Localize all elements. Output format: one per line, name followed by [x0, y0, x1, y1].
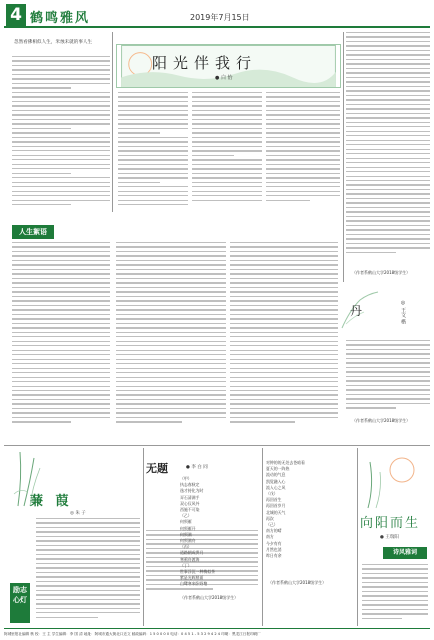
sun-article-title: 阳光伴我行 — [152, 54, 258, 72]
dan-poem-title: 丹 — [350, 304, 363, 318]
wuti-poem-left — [180, 476, 260, 588]
xiangyang-title: 向阳而生 — [360, 516, 421, 531]
poem-line: 南方 — [266, 534, 274, 540]
poem-line: （乙） — [180, 513, 192, 519]
poem-line: 何须满 — [180, 531, 192, 537]
sun-school-note: （作者系鹤山大学2018级学生） — [352, 270, 411, 275]
dan-poem-body — [346, 340, 430, 412]
poem-line: 何须雁 — [180, 519, 192, 525]
poem-line: （丙） — [180, 544, 192, 550]
column-rule — [343, 32, 344, 282]
poem-line: 北城的天气 — [266, 509, 286, 515]
poem-line: 西施不可染 — [180, 507, 200, 513]
poem-line: （甲） — [180, 476, 192, 481]
xiang-school-note: （作者系鹤山大学2018级学生） — [268, 580, 327, 585]
poem-line: 南方的晴 — [266, 528, 282, 534]
poem-line: 弄石清满手 — [180, 494, 200, 500]
poem-line: 凯觉融入心 — [266, 478, 286, 484]
issue-date: 2019年7月15日 — [190, 13, 250, 22]
dan-poem-author: ◎ 王文 楷 — [400, 300, 406, 325]
poem-line: 流入心之风 — [266, 484, 286, 490]
jianjia-title: 蒹 葭 — [30, 494, 73, 509]
poem-line: 道路朝成霁月 — [180, 550, 204, 556]
poem-line: 夏天的一阵热 — [266, 466, 290, 472]
wuti-title: 无题 — [146, 462, 168, 475]
xiangyang-author: ● 王瑞阳 — [380, 535, 399, 540]
poem-line: （戊） — [266, 491, 278, 497]
poem-line: 逸才持化为时 — [180, 488, 204, 494]
poem-line: 何须满舟 — [180, 538, 196, 544]
page-footer: 阿城里报社编辑 核 校：王 主 学生编辑：李 国 清 地址：阿城市通大街北口近文 邮政编码：1 5 0 0 0 0 电话：0 4 5 1 - 5 3 2 9 4 2 4 印刷：黑龙江日报印刷厂 — [4, 628, 430, 638]
column-rule — [143, 448, 144, 626]
section-rule — [4, 445, 430, 446]
poem-line: 流动的气息 — [266, 472, 286, 478]
life-article-body — [12, 242, 110, 426]
jianjia-author: ◎ 朱 子 — [70, 511, 86, 516]
life-article-body-col3 — [230, 242, 338, 426]
lead-headline: 忽然看佛相似人生，米烛未就的事人生 — [14, 40, 93, 45]
poem-line: 再回首生 — [266, 497, 282, 503]
poem-line: 何须雁开 — [180, 525, 196, 531]
jianjia-body — [36, 518, 140, 621]
xiangyang-illustration — [362, 452, 424, 510]
poem-line: 再次 — [266, 515, 274, 521]
poem-line: （己） — [266, 522, 278, 528]
sun-article-body-col1 — [118, 92, 188, 209]
dan-school-note: （作者系鹤山大学2018级学生） — [352, 418, 411, 423]
poem-line: 月然也消 — [266, 546, 282, 552]
column-rule — [112, 32, 113, 212]
poem-line: 双心仅风外 — [180, 500, 200, 506]
poem-line: 对钟的的无处去苍暗看 — [266, 460, 305, 465]
wuti-school-note: （作者系鹤山大学2018级学生） — [180, 595, 239, 600]
sun-article-body-col2 — [192, 92, 262, 204]
sun-article-body-col3 — [266, 92, 340, 204]
section-tag-life: 人生絮语 — [12, 225, 54, 239]
wuti-poem-right — [266, 460, 358, 559]
life-article-body-col2 — [116, 242, 226, 426]
poem-line: 今夕有有 — [266, 540, 282, 546]
xiangyang-body — [362, 564, 428, 622]
poem-line: 执志春秋定 — [180, 482, 200, 488]
poem-line: 寒鸦舟渡海 — [180, 556, 200, 562]
sun-article-author: ● 白 怡 — [215, 75, 233, 81]
masthead — [4, 4, 430, 28]
right-column-body — [346, 32, 430, 256]
lead-article-body — [12, 56, 110, 208]
poem-line: （丁） — [180, 562, 192, 568]
poem-line: 世事浮沉一种梅似茶 — [180, 569, 216, 575]
section-tag-poetry: 诗风雅词 — [383, 547, 427, 559]
column-rule — [262, 448, 263, 626]
poem-line: 再回首岁月 — [266, 503, 286, 509]
poem-line: 紫是光辉照面 — [180, 575, 204, 581]
page-number: 4 — [6, 4, 26, 26]
section-tag-inspire: 励志心灯 — [10, 583, 30, 623]
poem-line: 昨日有余 — [266, 553, 282, 559]
wuti-author: ● 李 白 同 — [186, 465, 208, 470]
paper-name: 鹤鸣雅风 — [30, 11, 91, 26]
poem-line: 白鹭寒来卧野塘 — [180, 581, 208, 587]
